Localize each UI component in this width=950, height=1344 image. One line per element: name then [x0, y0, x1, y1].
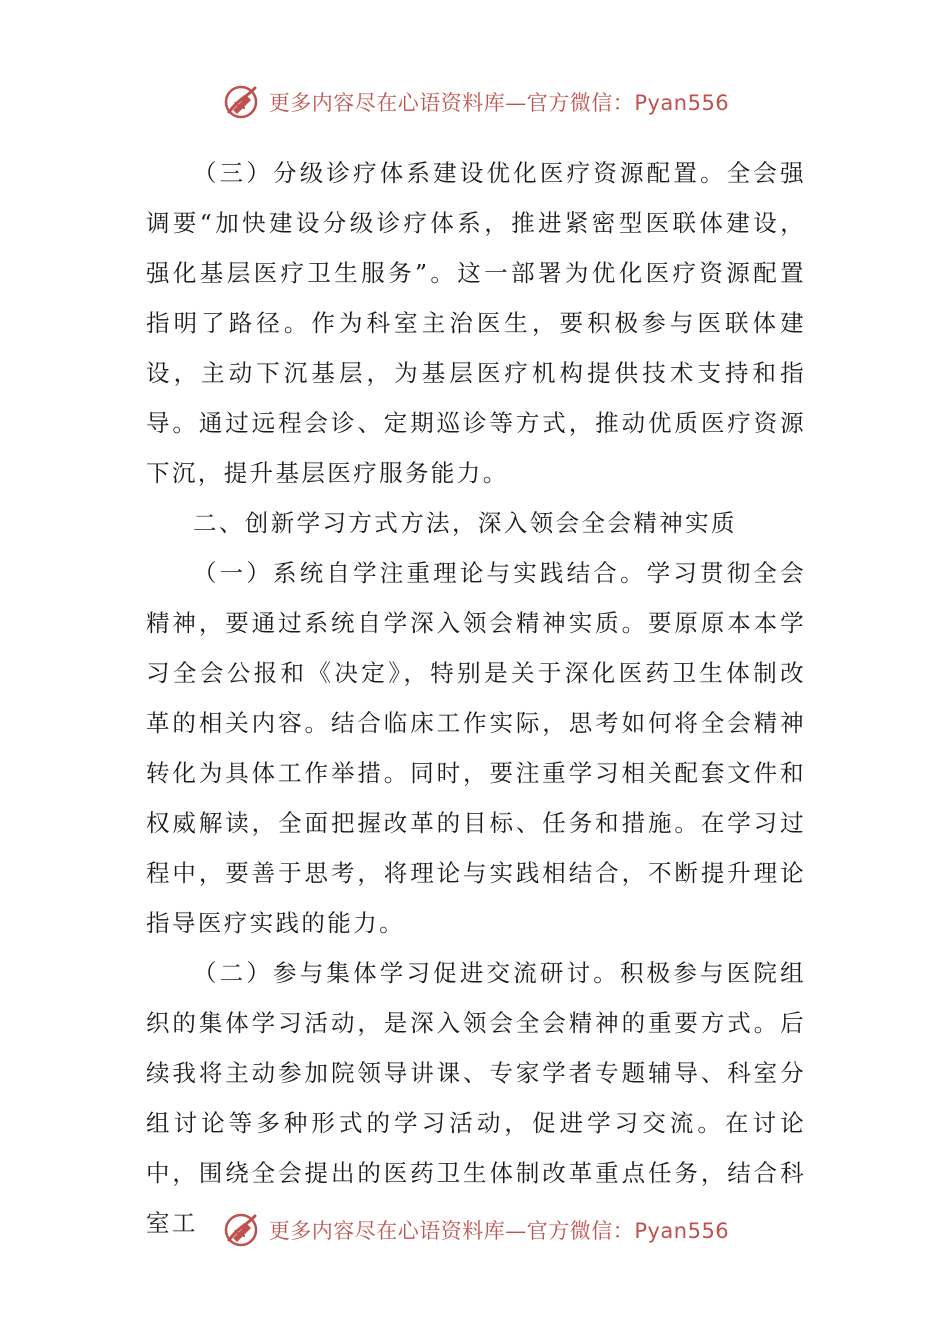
footer-watermark: [0, 1208, 950, 1252]
paragraph-self-study: （一）系统自学注重理论与实践结合。学习贯彻全会精神，要通过系统自学深入领会精神实质。要原原本本学习全会公报和《决定》，特别是关于深化医药卫生体制改革的相关内容。结合临床工作实际，思考如何将全会精神转化为具体工作举措。同时，要注重学习相关配套文件和权威解读，全面把握改革的目标、任务和措施。在学习过程中，要善于思考，将理论与实践相结合，不断提升理论指导医疗实践的能力。: [146, 559, 806, 937]
document-body: [146, 148, 806, 1248]
paragraph-tiered-care: （三）分级诊疗体系建设优化医疗资源配置。全会强调要“加快建设分级诊疗体系，推进紧密型医联体建设，强化基层医疗卫生服务”。这一部署为优化医疗资源配置指明了路径。作为科室主治医生，要积极参与医联体建设，主动下沉基层，为基层医疗机构提供技术支持和指导。通过远程会诊、定期巡诊等方式，推动优质医疗资源下沉，提升基层医疗服务能力。: [146, 159, 806, 487]
wechat-id: Pyan556: [634, 91, 730, 115]
watermark-text: 更多内容尽在心语资料库—官方微信：Pyan556: [268, 1219, 730, 1243]
paragraph-group-study: （二）参与集体学习促进交流研讨。积极参与医院组织的集体学习活动，是深入领会全会精神的重要方式。后续我将主动参加院领导讲课、专家学者专题辅导、科室分组讨论等多种形式的学习活动，促进学习交流。在讨论中，围绕全会提出的医药卫生体制改革重点任务，结合科室工: [146, 959, 806, 1237]
section-heading-2: 二、创新学习方式方法，深入领会全会精神实质: [193, 509, 737, 537]
pen-logo-icon: [221, 1210, 261, 1250]
header-watermark: [0, 80, 950, 124]
watermark-text: 更多内容尽在心语资料库—官方微信：Pyan556: [268, 91, 730, 115]
wechat-id: Pyan556: [634, 1219, 730, 1243]
pen-logo-icon: [221, 82, 261, 122]
